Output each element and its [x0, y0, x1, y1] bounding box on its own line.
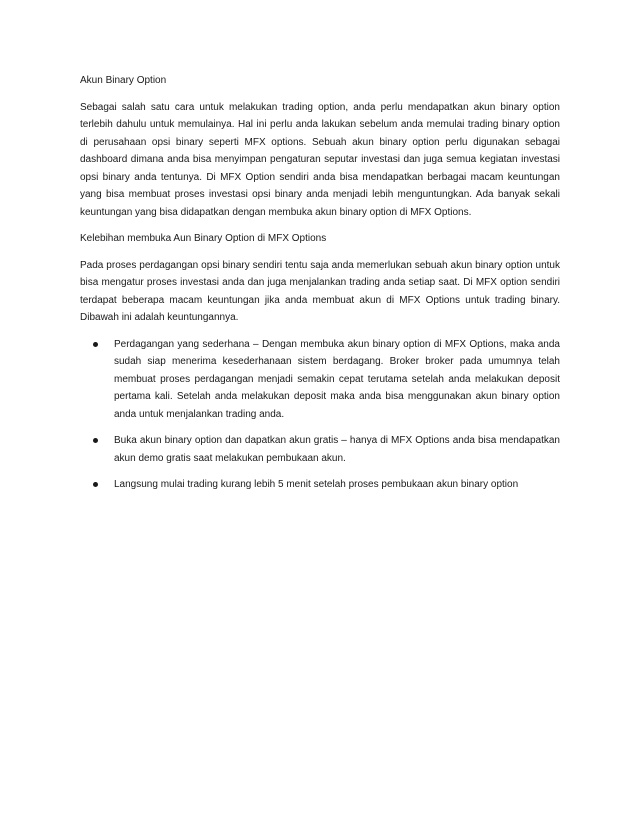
list-item-text: Langsung mulai trading kurang lebih 5 menit setelah proses pembukaan akun binary option — [114, 479, 519, 490]
list-item — [80, 432, 560, 467]
body-paragraph: Pada proses perdagangan opsi binary sendiri tentu saja anda memerlukan sebuah akun binary option untuk bisa mengatur proses investasi anda dan juga menjalankan trading anda setiap saat. Di MFX option sendiri terdapat beberapa macam keuntungan jika anda membuat akun di MFX Options untuk trading binary. Dibawah ini adalah keuntungannya. — [80, 259, 560, 323]
list-item-text: Buka akun binary option dan dapatkan akun gratis – hanya di MFX Options anda bisa mendapatkan akun demo gratis saat melakukan pembukaan akun. — [114, 435, 560, 464]
bullet-icon — [93, 438, 98, 443]
intro-paragraph: Sebagai salah satu cara untuk melakukan trading option, anda perlu mendapatkan akun binary option terlebih dahulu untuk memulainya. Hal ini perlu anda lakukan sebelum anda memulai trading binary option di perusahaan opsi binary seperti MFX options. Sebuah akun binary option perlu digunakan sebagai dashboard dimana anda bisa menyimpan pengaturan seputar investasi dan juga semua kegiatan investasi opsi binary anda tentunya. Di MFX Option sendiri anda bisa mendapatkan berbagai macam keuntungan yang bisa membuat proses investasi opsi binary anda menjadi lebih menguntungkan. Ada banyak sekali keuntungan yang bisa didapatkan dengan membuka akun binary option di MFX Options. — [80, 101, 560, 218]
document-title: Akun Binary Option — [80, 75, 167, 86]
bullet-icon — [93, 482, 98, 487]
document-content — [80, 72, 560, 503]
benefits-list — [80, 336, 560, 494]
list-item — [80, 336, 560, 424]
list-item — [80, 476, 560, 494]
list-item-text: Perdagangan yang sederhana – Dengan membuka akun binary option di MFX Options, maka anda sudah siap menerima kesederhanaan sistem berdagang. Broker broker pada umumnya telah membuat proses perdagangan menjadi semakin cepat terutama setelah anda melakukan deposit pertama kali. Setelah anda melakukan deposit maka anda bisa menggunakan akun binary option anda untuk menjalankan trading anda. — [114, 338, 560, 420]
bullet-icon — [93, 342, 98, 347]
section-subheading: Kelebihan membuka Aun Binary Option di MFX Options — [80, 233, 327, 244]
